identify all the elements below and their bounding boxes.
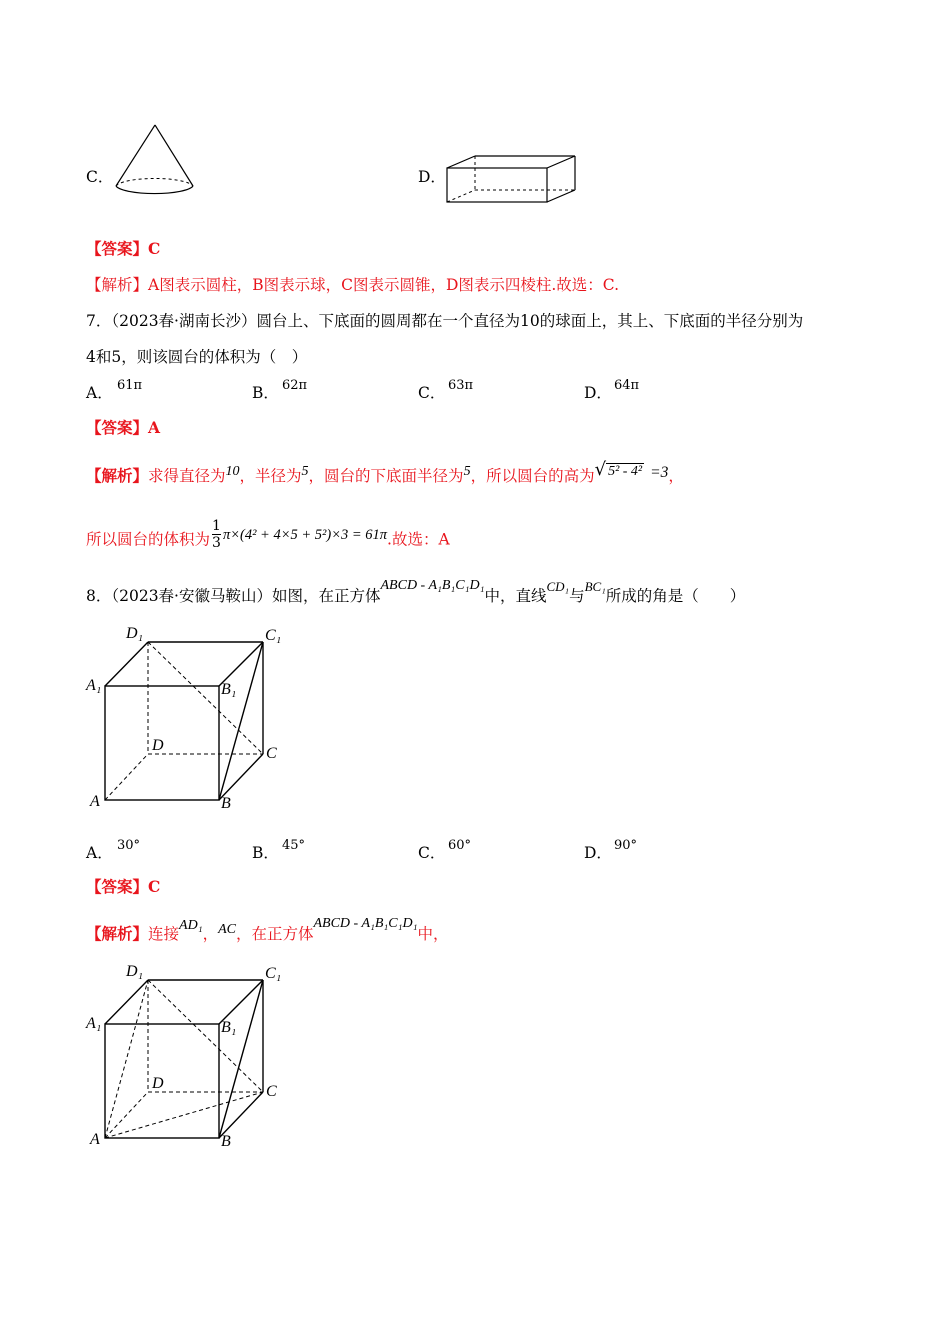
- q7-analysis-text2: ，半径为: [239, 467, 302, 485]
- q8-stem-text3: 与: [569, 587, 585, 605]
- q7-radius-value: 5: [301, 464, 309, 479]
- label-d: D: [152, 737, 164, 754]
- q7-option-c-value: 63π: [448, 378, 474, 393]
- cube-figure-1: [84, 622, 294, 814]
- cone-figure: [110, 120, 200, 206]
- q8-option-a-label: A．: [86, 844, 113, 862]
- q8-option-b-value: 45°: [282, 838, 306, 853]
- label-a1-2: A₁: [86, 1015, 102, 1032]
- q7-analysis-text1: 求得直径为: [148, 467, 226, 485]
- q7-analysis-text3: ，圆台的下底面半径为: [308, 467, 464, 485]
- q7-analysis-text4: ，所以圆台的高为: [470, 467, 595, 485]
- q8-answer: 【答案】C: [86, 877, 161, 896]
- prev-answer: 【答案】C: [86, 239, 161, 258]
- q8-stem-text4: 所成的角是（ ）: [605, 587, 746, 605]
- label-b-2: B: [221, 1133, 231, 1150]
- label-a1: A₁: [86, 677, 102, 694]
- q8-analysis-text3: 中，: [417, 925, 449, 943]
- q7-fraction-numerator: 1: [212, 518, 221, 534]
- q8-option-c-label: C．: [418, 844, 446, 862]
- q7-option-d-label: D．: [584, 384, 612, 402]
- q8-analysis-prefix: 【解析】: [86, 924, 149, 943]
- label-a-2: A: [90, 1131, 100, 1148]
- label-d1-2: D₁: [126, 963, 144, 980]
- q7-option-d-value: 64π: [614, 378, 640, 393]
- q7-volume-text: 所以圆台的体积为: [86, 530, 211, 549]
- q8-analysis-text2: ，在正方体: [235, 925, 314, 943]
- q8-option-a-value: 30°: [117, 838, 141, 853]
- q8-option-d-value: 90°: [614, 838, 638, 853]
- label-c1-2: C₁: [265, 965, 282, 982]
- q7-analysis-text5: ，: [668, 467, 684, 485]
- q7-analysis-line2: [86, 518, 450, 557]
- q8-option-d-label: D．: [584, 844, 612, 862]
- label-c-2: C: [266, 1083, 277, 1100]
- sqrt-symbol: √: [594, 459, 607, 480]
- prev-analysis: 【解析】A图表示圆柱，B图表示球，C图表示圆锥，D图表示四棱柱.故选：C.: [86, 276, 620, 294]
- q7-answer: 【答案】A: [86, 418, 161, 437]
- q7-option-b-value: 62π: [282, 378, 308, 393]
- q8-stem-text2: 中，直线: [484, 587, 547, 605]
- option-c-label: C．: [86, 168, 114, 186]
- q7-analysis-line1: [86, 459, 684, 486]
- q7-fraction: [212, 518, 221, 551]
- q7-option-a-label: A．: [86, 384, 113, 402]
- q8-segment-ad1: AD₁: [179, 918, 203, 933]
- label-b: B: [221, 795, 231, 812]
- q8-cube-name: ABCD - A₁B₁C₁D₁: [380, 578, 485, 593]
- q7-option-c-label: C．: [418, 384, 446, 402]
- q7-height-result: =3: [650, 464, 669, 481]
- label-d-2: D: [152, 1075, 164, 1092]
- q8-stem: [86, 578, 746, 606]
- q7-analysis-prefix: 【解析】: [86, 466, 149, 485]
- label-d1: D₁: [126, 625, 144, 642]
- label-b1: B₁: [221, 681, 237, 698]
- q7-option-a-value: 61π: [117, 378, 143, 393]
- label-a: A: [90, 793, 100, 810]
- q7-sqrt-expression: 5² - 4²: [608, 464, 643, 479]
- label-b1-2: B₁: [221, 1019, 237, 1036]
- q8-option-c-value: 60°: [448, 838, 472, 853]
- q7-volume-text2: .故选：A: [387, 530, 450, 549]
- q8-cube-name-2: ABCD - A₁B₁C₁D₁: [313, 916, 418, 931]
- q8-stem-text1: 8．（2023春·安徽马鞍山）如图，在正方体: [86, 587, 381, 605]
- q8-line-cd1: CD₁: [546, 579, 570, 594]
- q8-analysis: [86, 916, 449, 944]
- label-c: C: [266, 745, 277, 762]
- q7-diameter-value: 10: [225, 464, 240, 479]
- q7-fraction-denominator: 3: [212, 535, 221, 551]
- label-c1: C₁: [265, 627, 282, 644]
- q8-analysis-comma: ，: [202, 925, 219, 943]
- cube-figure-2: [84, 960, 294, 1152]
- q7-volume-expression: π×(4² + 4×5 + 5²)×3 = 61π: [222, 526, 388, 543]
- q7-stem-line2: 4和5，则该圆台的体积为（ ）: [86, 348, 308, 366]
- option-d-label: D．: [418, 168, 446, 186]
- q7-stem-line1: 7．（2023春·湖南长沙）圆台上、下底面的圆周都在一个直径为10的球面上，其上、下底面的半径分别为: [86, 312, 804, 330]
- q7-option-b-label: B．: [252, 384, 279, 402]
- q8-option-b-label: B．: [252, 844, 279, 862]
- q8-analysis-text1: 连接: [148, 925, 180, 943]
- prism-figure: [442, 150, 582, 208]
- q8-line-bc1: BC₁: [584, 579, 606, 594]
- q8-segment-ac: AC: [218, 922, 236, 937]
- q7-lower-radius-value: 5: [463, 464, 471, 479]
